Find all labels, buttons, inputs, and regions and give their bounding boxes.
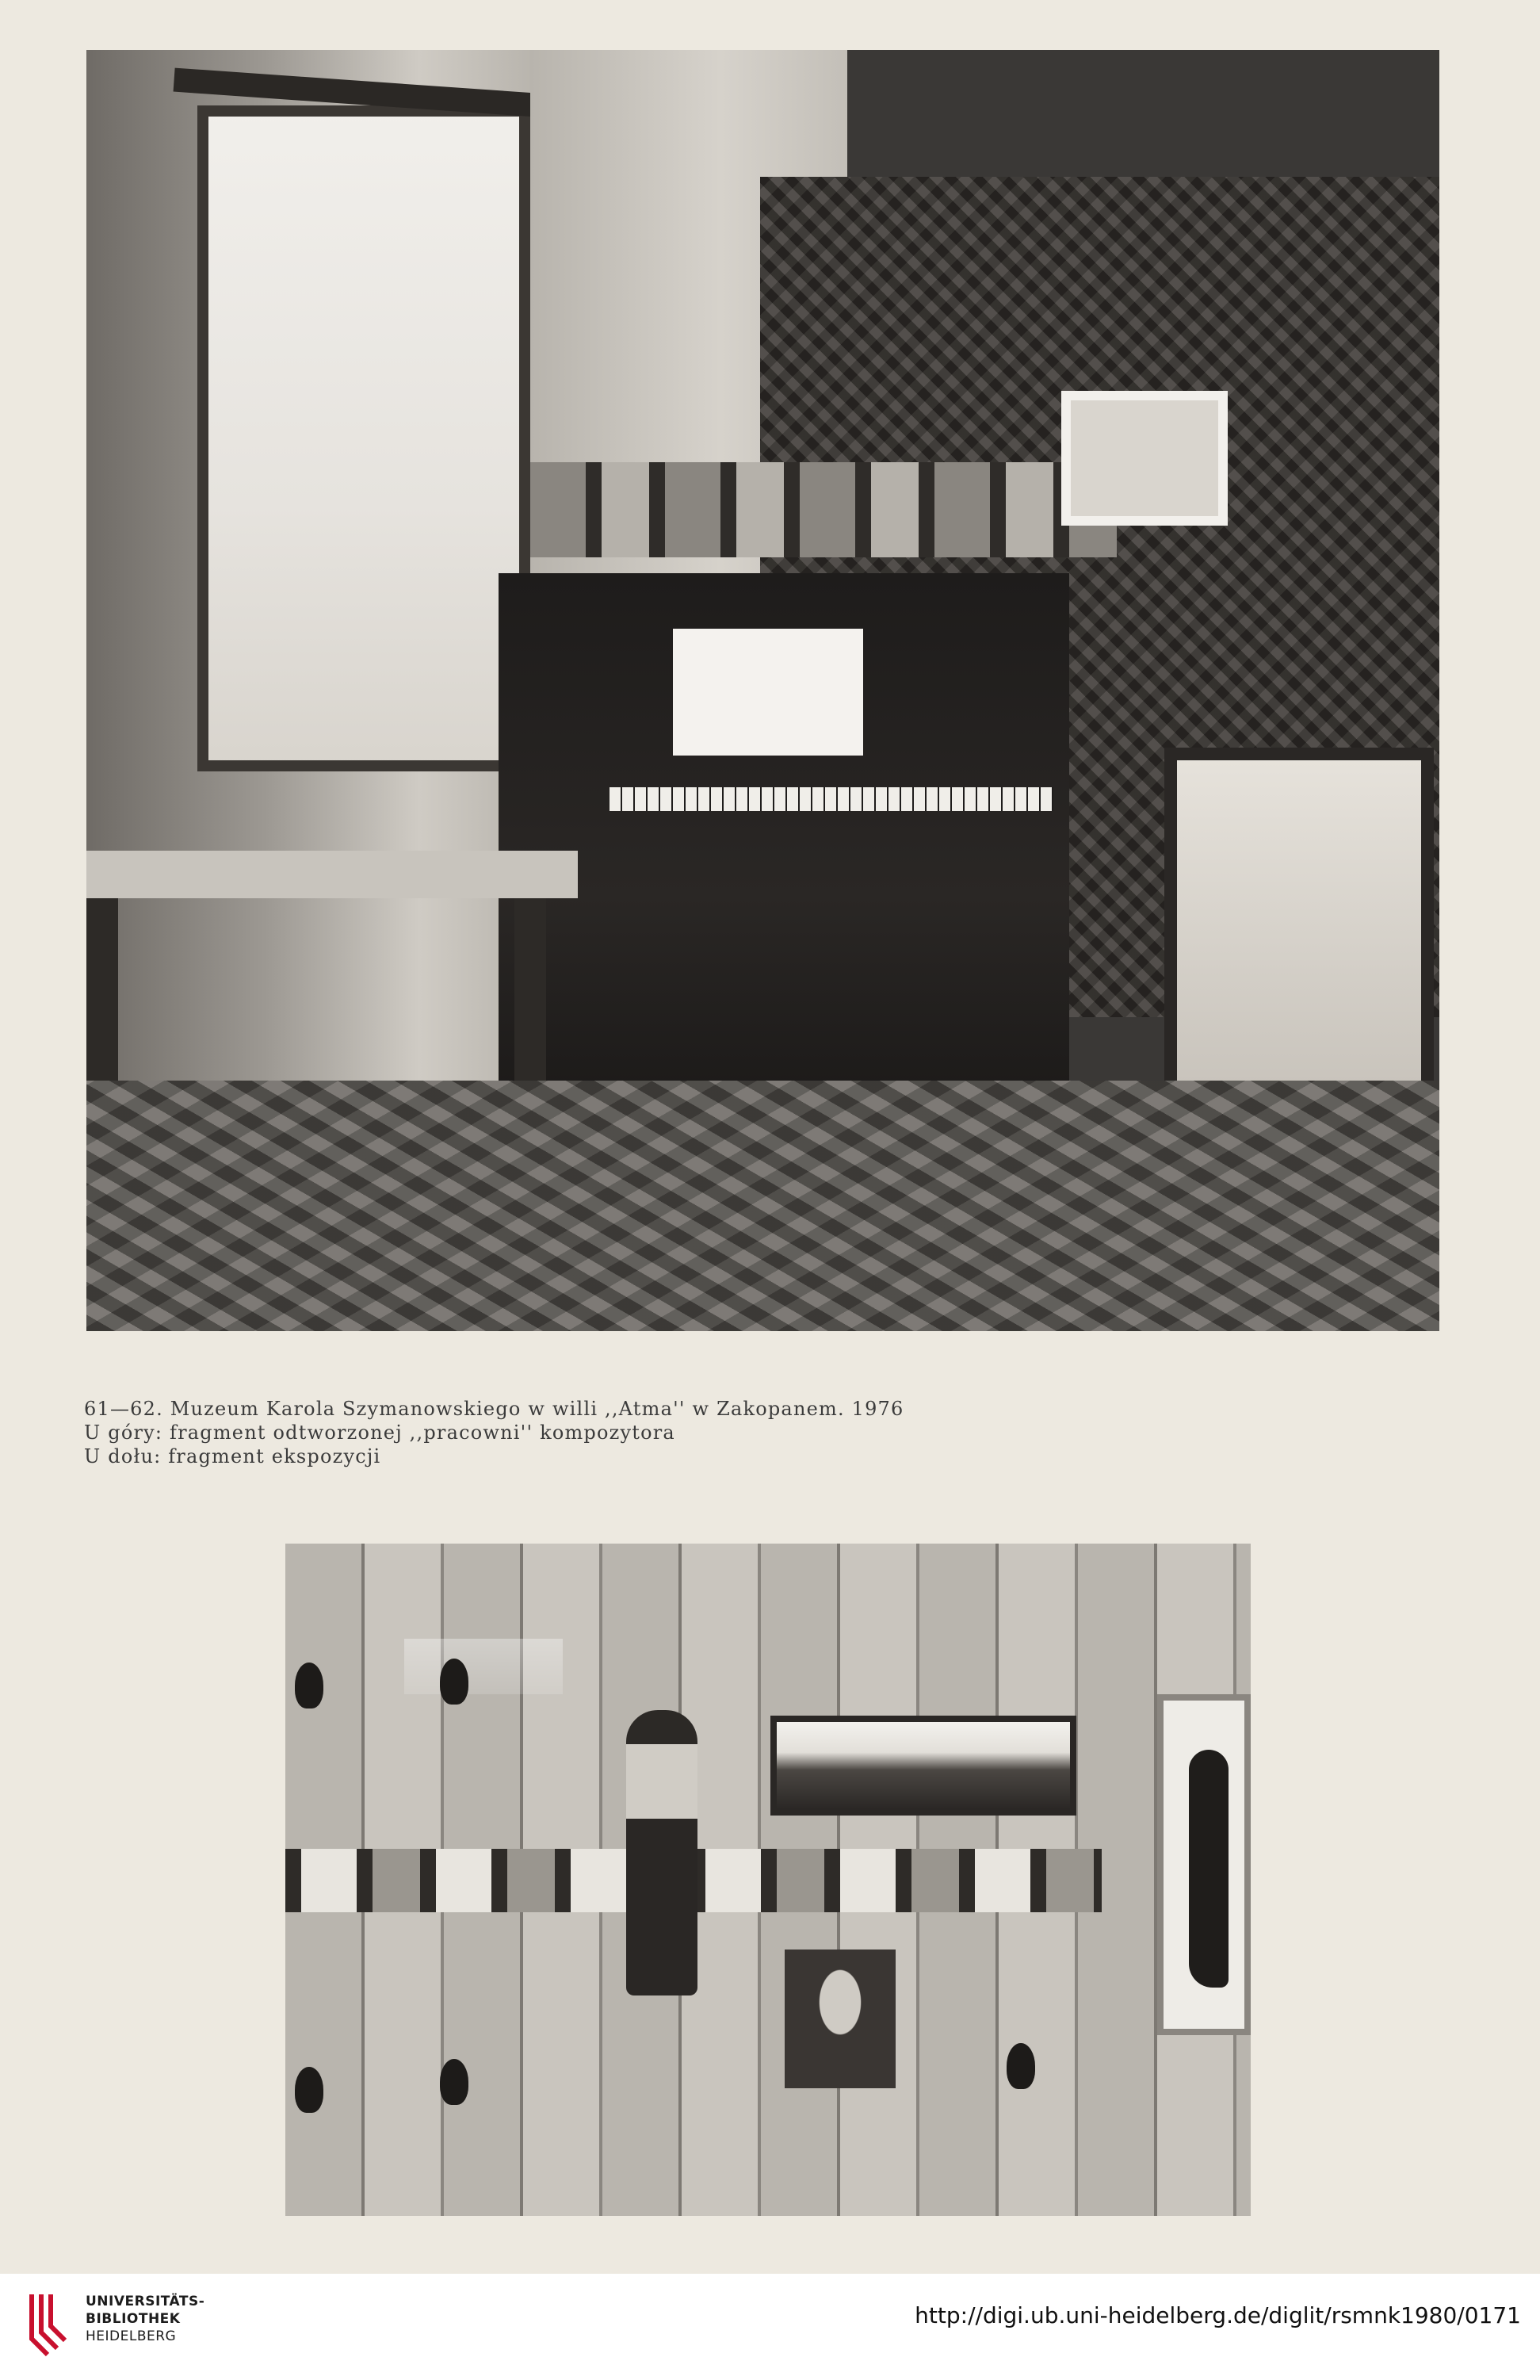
photo-piano-keys — [610, 787, 1053, 811]
photo-poster — [404, 1639, 563, 1694]
photo-bird-ornament — [295, 1663, 323, 1708]
photo-bird-ornament — [1007, 2043, 1035, 2089]
caption-line-3: U dołu: fragment ekspozycji — [84, 1445, 381, 1467]
logo-line-1: UNIVERSITÄTS- — [86, 2294, 205, 2309]
logo-line-2: BIBLIOTHEK — [86, 2311, 181, 2327]
photo-bird-ornament — [440, 1659, 468, 1705]
photo-portrait — [785, 1950, 896, 2088]
photo-bird-ornament — [295, 2067, 323, 2113]
library-logo-text — [86, 2293, 204, 2345]
photo-framed-picture — [1061, 391, 1228, 526]
photo-frames-on-piano — [530, 462, 1117, 557]
logo-line-3: HEIDELBERG — [86, 2328, 177, 2344]
photo-music-score — [673, 629, 863, 756]
permalink-url[interactable]: http://digi.ub.uni-heidelberg.de/diglit/rsmnk1980/0171 — [915, 2302, 1521, 2328]
photo-carpet — [86, 1081, 1439, 1331]
photo-exhibition-wall — [285, 1544, 1251, 2216]
caption-line-1: 61—62. Muzeum Karola Szymanowskiego w willi ,,Atma'' w Zakopanem. 1976 — [84, 1398, 904, 1420]
figure-caption — [84, 1397, 1114, 1468]
photo-bird-ornament — [440, 2059, 468, 2105]
photo-studio-interior — [86, 50, 1439, 1331]
photo-window — [197, 105, 530, 771]
photo-silhouette-picture — [1157, 1694, 1251, 2035]
photo-mountain-painting — [777, 1722, 1070, 1809]
photo-carved-figure — [626, 1710, 697, 1995]
caption-line-2: U góry: fragment odtworzonej ,,pracowni'' kompozytora — [84, 1421, 675, 1444]
photo-desk — [86, 851, 578, 898]
library-logo-icon — [24, 2291, 68, 2358]
